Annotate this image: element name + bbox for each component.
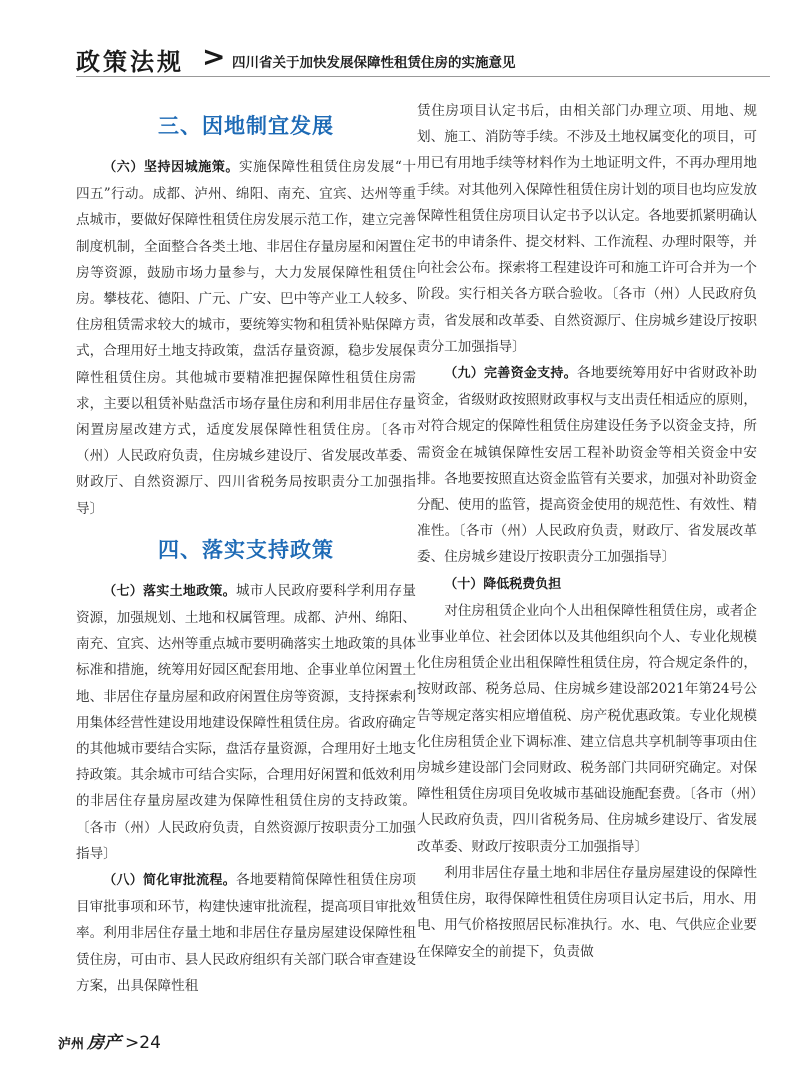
paragraph-7-body: 城市人民政府要科学利用存量资源，加强规划、土地和权属管理。成都、泸州、绵阳、南充、宜宾、达州等重点城市要明确落实土地政策的具体标准和措施，统筹用好园区配套用地、企事业单位闲置土地、非居住存量房屋和政府闲置住房等资源，支持探索利用集体经营性建设用地建设保障性租赁住房。省政府确定的其他城市要结合实际，盘活存量资源，合理用好土地支持政策。其余城市可结合实际，合理用好闲置和低效利用的非居住存量房屋改建为保障性租赁住房的支持政策。〔各市（州）人民政府负责，自然资源厅按职责分工加强指导〕 — [76, 582, 416, 862]
paragraph-8-lead: （八）简化审批流程。 — [103, 873, 236, 889]
paragraph-11-body: 利用非居住存量土地和非居住存量房屋建设的保障性租赁住房，取得保障性租赁住房项目认定书后，用水、用电、用气价格按照居民标准执行。水、电、气供应企业要在保障安全的前提下，负责做 — [417, 864, 757, 960]
chevron-right-icon: > — [202, 40, 226, 73]
section-3-title: 三、因地制宜发展 — [158, 113, 334, 138]
paragraph-8 — [76, 867, 416, 999]
header-divider — [76, 76, 770, 77]
article-title: 四川省关于加快发展保障性租赁住房的实施意见 — [232, 55, 516, 71]
paragraph-8-continued: 赁住房项目认定书后，由相关部门办理立项、用地、规划、施工、消防等手续。不涉及土地权属变化的项目，可用已有用地手续等材料作为土地证明文件，不再办理用地手续。对其他列入保障性租赁住房计划的项目也均应发放保障性租赁住房项目认定书予以认定。各地要抓紧明确认定书的申请条件、提交材料、工作流程、办理时限等，并向社会公布。探索将工程建设许可和施工许可合并为一个阶段。实行相关各方联合验收。〔各市（州）人民政府负责，省发展和改革委、自然资源厅、住房城乡建设厅按职责分工加强指导〕 — [417, 103, 757, 355]
paragraph-6-lead: （六）坚持因城施策。 — [103, 160, 239, 175]
paragraph-7 — [76, 578, 416, 867]
paragraph-10-body: 对住房租赁企业向个人出租保障性租赁住房，或者企业事业单位、社会团体以及其他组织向个人、专业化规模化住房租赁企业出租保障性租赁住房，符合规定条件的，按财政部、税务总局、住房城乡建设部2021年第24号公告等规定落实相应增值税、房产税优惠政策。专业化规模化住房租赁企业下调标准、建立信息共享机制等事项由住房城乡建设部门会同财政、税务部门共同研究确定。对保障性租赁住房项目免收城市基础设施配套费。〔各市（州）人民政府负责，四川省税务局、住房城乡建设厅、省发展改革委、财政厅按职责分工加强指导〕 — [417, 602, 757, 855]
paragraph-6-body: 实施保障性租赁住房发展“十四五”行动。成都、泸州、绵阳、南充、宜宾、达州等重点城市，要做好保障性租赁住房发展示范工作，建立完善制度机制，全面整合各类土地、非居住存量房屋和闲置住房等资源，鼓励市场力量参与，大力发展保障性租赁住房。攀枝花、德阳、广元、广安、巴中等产业工人较多、住房租赁需求较大的城市，要统筹实物和租赁补贴保障方式，合理用好土地支持政策，盘活存量资源，稳步发展保障性租赁住房。其他城市要精准把握保障性租赁住房需求，主要以租赁补贴盘活市场存量住房和利用非居住存量闲置房屋改建方式，适度发展保障性租赁住房。〔各市（州）人民政府负责，住房城乡建设厅、省发展改革委、财政厅、自然资源厅、四川省税务局按职责分工加强指导〕 — [76, 159, 416, 517]
section-4-title: 四、落实支持政策 — [158, 536, 334, 562]
section-name: 政策法规 — [76, 48, 184, 76]
paragraph-9-lead: （九）完善资金支持。 — [444, 366, 577, 382]
page-header — [30, 40, 770, 80]
paragraph-9-body: 各地要统筹用好中省财政补助资金，省级财政按照财政事权与支出责任相适应的原则，对符合规定的保障性租赁住房建设任务予以资金支持，所需资金在城镇保障性安居工程补助资金等相关资金中安排。各地要按照直达资金监管有关要求，加强对补助资金分配、使用的监管，提高资金使用的规范性、有效性、精准性。〔各市（州）人民政府负责，财政厅、省发展改革委、住房城乡建设厅按职责分工加强指导〕 — [417, 365, 757, 566]
paragraph-8-body: 各地要精简保障性租赁住房项目审批事项和环节，构建快速审批流程，提高项目审批效率。利用非居住存量土地和非居住存量房屋建设保障性租赁住房，可由市、县人民政府组织有关部门联合审查建设方案，出具保障性租 — [76, 872, 416, 994]
right-column — [417, 98, 757, 965]
left-column — [76, 98, 416, 999]
paragraph-6 — [76, 154, 416, 522]
page-number: >24 — [125, 1033, 161, 1053]
paragraph-10-heading — [417, 571, 757, 598]
paragraph-10-heading-text: （十）降低税费负担 — [444, 576, 562, 592]
paragraph-7-lead: （七）落实土地政策。 — [103, 583, 236, 599]
footer-brand: 泸州 — [58, 1037, 85, 1052]
paragraph-9 — [417, 360, 757, 571]
footer-brand-logo: 房产 — [87, 1033, 122, 1053]
page-footer — [58, 1028, 161, 1052]
